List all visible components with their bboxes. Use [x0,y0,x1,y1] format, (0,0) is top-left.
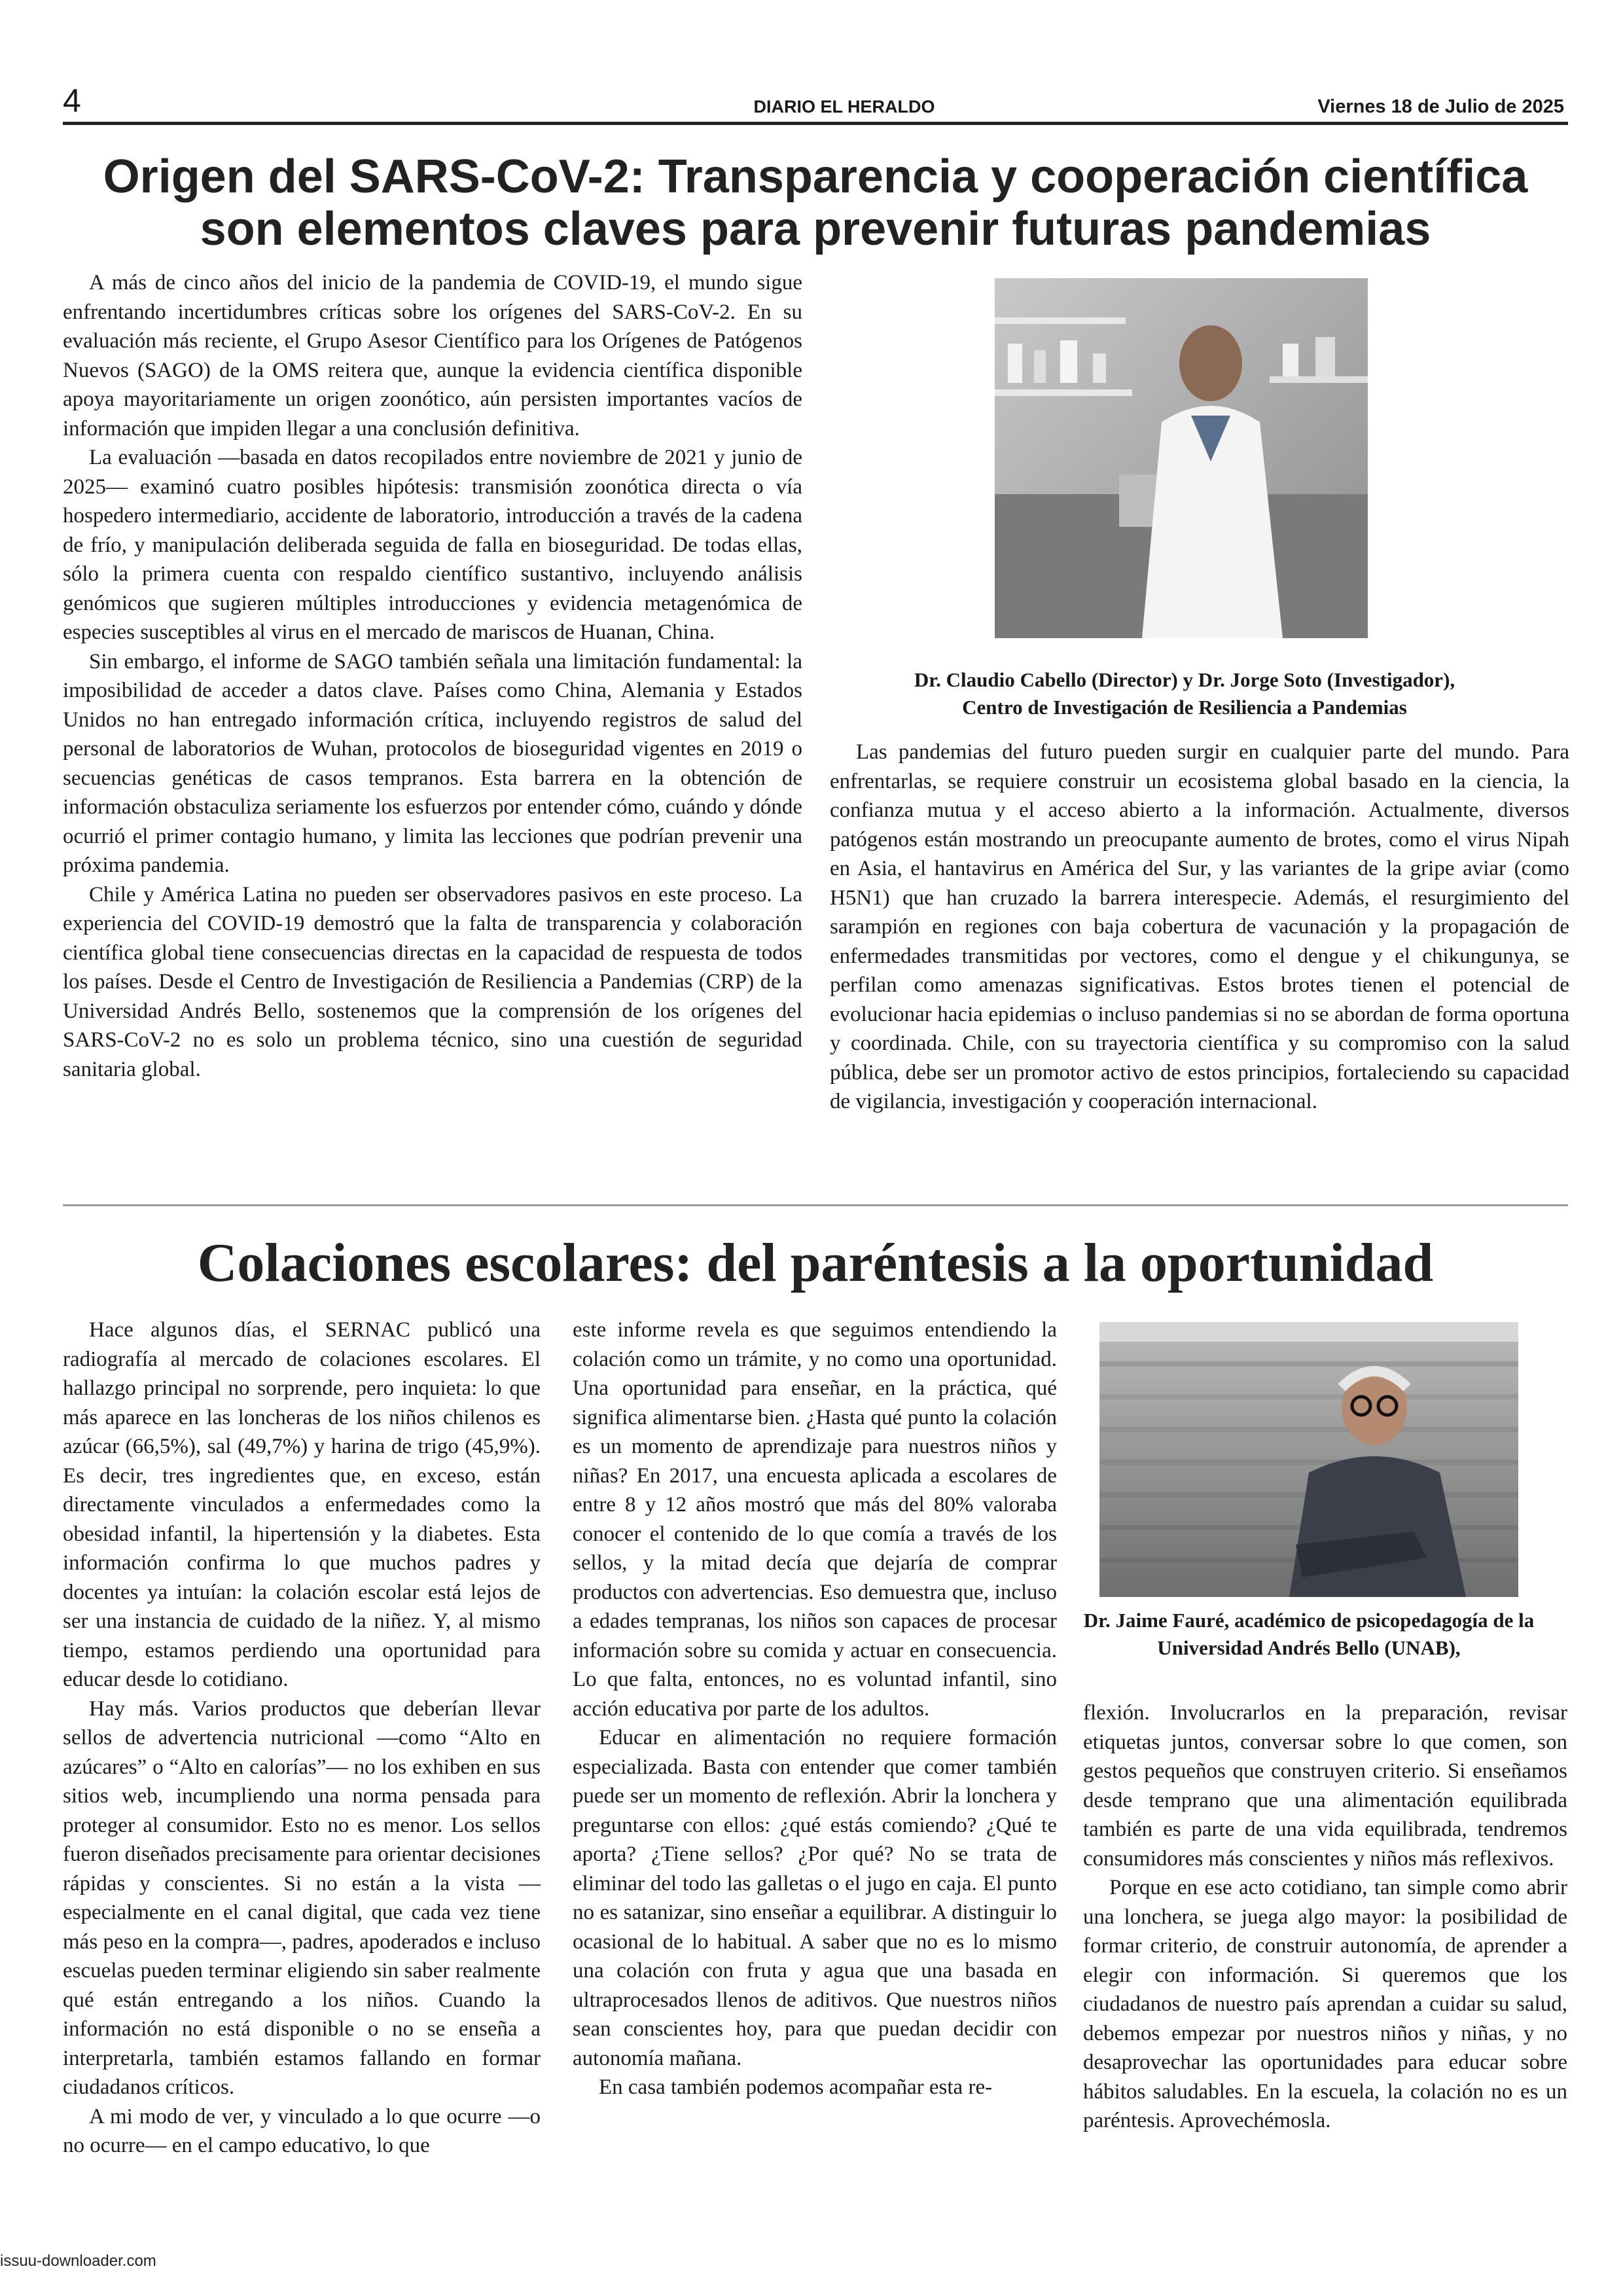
watermark-credit: issuu-downloader.com [0,2252,156,2270]
article1-paragraph: Sin embargo, el informe de SAGO también señala una limitación fundamental: la imposibilidad de acceder a datos clave. Países como China, Alemania y Estados Unidos no han entregado información crítica, incluyendo registros de salud del personal de laboratorios de Wuhan, protocolos de bioseguridad vigentes en 2019 o secuencias genéticas de casos tempranos. Esta barrera en la obtención de información obstaculiza seriamente los esfuerzos por entender cómo, cuándo y dónde ocurrió el primer contagio humano, y limita las lecciones que podrían prevenir una próxima pandemia. [63,649,802,877]
issue-date: Viernes 18 de Julio de 2025 [1317,96,1564,117]
section-divider [63,1204,1568,1206]
article1-paragraph: La evaluación —basada en datos recopilados entre noviembre de 2021 y junio de 2025— examinó cuatro posibles hipótesis: transmisión zoonótica directa o vía hospedero intermediario, accidente de laboratorio, introducción a través de la cadena de frío, y manipulación deliberada seguida de falla en bioseguridad. De todas ellas, sólo la primera cuenta con respaldo científico sustantivo, incluyendo análisis genómicos que sugieren múltiples introducciones y evidencia metagenómica de especies susceptibles al virus en el mercado de mariscos de Huanan, China. [63,446,802,644]
newspaper-name: DIARIO EL HERALDO [753,97,935,117]
laboratory-researcher-image [995,278,1368,638]
article2-paragraph: En casa también podemos acompañar esta re- [599,2075,993,2099]
article1-photo-caption [831,666,1538,721]
article2-photo-caption: Dr. Jaime Fauré, académico de psicopedagogía de la Universidad Andrés Bello (UNAB), [1083,1609,1535,1659]
researchers-photo [995,278,1368,638]
author-seated-on-steps-image [1099,1322,1518,1597]
caption-line: Centro de Investigación de Resiliencia a Pandemias [962,696,1407,719]
article2-paragraph: Educar en alimentación no requiere formación especializada. Basta con entender que comer también puede ser un momento de reflexión. Abrir la lonchera y preguntarse con ellos: ¿qué estás comiendo? ¿Qué te aporta? ¿Tiene sellos? ¿Por qué? No se trata de eliminar del todo las galletas o el jugo en caja. El punto no es satanizar, sino enseñar a equilibrar. A distinguir lo ocasional de lo habitual. A saber que no es lo mismo una colación con fruta y agua que una basada en ultraprocesados llenos de aditivos. Que nuestros niños sean conscientes hoy, para que puedan decidir con autonomía mañana. [573,1726,1057,2070]
article2-headline: Colaciones escolares: del paréntesis a la oportunidad [197,1232,1434,1293]
article2-paragraph: flexión. Involucrarlos en la preparación, revisar etiquetas juntos, conversar sobre lo que comen, son gestos pequeños que construyen criterio. Si enseñamos desde temprano que una alimentación equilibrada también es parte de una vida equilibrada, tendremos consumidores más conscientes y niños más reflexivos. [1083,1701,1567,1871]
caption-line: Dr. Claudio Cabello (Director) y Dr. Jorge Soto (Investigador), [914,668,1455,691]
article2-paragraph: Hay más. Varios productos que deberían llevar sellos de advertencia nutricional —como “Alto en azúcares” o “Alto en calorías”— no los exhiben en sus sitios web, incumpliendo una norma pensada para proteger al consumidor. Esto no es menor. Los sellos fueron diseñados precisamente para orientar decisiones rápidas y conscientes. Si no están a la vista —especialmente en el canal digital, que cada vez tiene más peso en la compra—, padres, apoderados e incluso escuelas pueden terminar eligiendo sin saber realmente qué están entregando a los niños. Cuando la información no está disponible o no se enseña a interpretarla, también estamos fallando en formar ciudadanos críticos. [63,1696,541,2099]
article1-paragraph: Chile y América Latina no pueden ser observadores pasivos en este proceso. La experiencia del COVID-19 demostró que la falta de transparencia y colaboración científica global tiene consecuencias directas en la capacidad de respuesta de todos los países. Desde el Centro de Investigación de Resiliencia a Pandemias (CRP) de la Universidad Andrés Bello, sostenemos que la comprensión de los orígenes del SARS-CoV-2 no es solo un problema técnico, sino una cuestión de seguridad sanitaria global. [63,882,802,1081]
article1-headline: Origen del SARS-CoV-2: Transparencia y cooperación científica son elementos claves para prevenir futuras pandemias [103,151,1528,255]
article2-paragraph: Porque en ese acto cotidiano, tan simple como abrir una lonchera, se juega algo mayor: la posibilidad de formar criterio, de construir autonomía, de aprender a elegir con información. Si queremos que los ciudadanos de nuestro país aprendan a cuidar su salud, debemos empezar por nuestros niños y niñas, y no desaprovechar las oportunidades para educar sobre hábitos saludables. En la escuela, la colación no es un paréntesis. Aprovechémosla. [1083,1876,1567,2132]
article2-column-3 [1083,1698,1567,2136]
article1-paragraph: Las pandemias del futuro pueden surgir en cualquier parte del mundo. Para enfrentarlas, se requiere construir un ecosistema global basado en la ciencia, la confianza mutua y el acceso abierto a la información. Actualmente, diversos patógenos están mostrando un preocupante aumento de brotes, como el virus Nipah en Asia, el hantavirus en América del Sur, y las variantes de la gripe aviar (como H5N1) que han cruzado la barrera interespecie. Además, el resurgimiento del sarampión en regiones con baja cobertura de vacunación y la propagación de enfermedades transmitidas por vectores, como el dengue y el chikungunya, se perfilan como amenazas significativas. Estos brotes tienen el potencial de evolucionar hacia epidemias o incluso pandemias si no se abordan de forma oportuna y coordinada. Chile, con su trayectoria científica y su compromiso con la salud pública, debe ser un promotor activo de estos principios, fortaleciendo su capacidad de vigilancia, investigación y cooperación internacional. [830,740,1569,1113]
header-rule [63,122,1568,125]
article1-left-column [63,268,802,1084]
article2-column-1 [63,1316,541,2161]
article2-column-2 [573,1316,1057,2102]
article2-paragraph: A mi modo de ver, y vinculado a lo que ocurre —o no ocurre— en el campo educativo, lo que [63,2104,541,2157]
author-photo [1099,1322,1518,1597]
article1-paragraph: A más de cinco años del inicio de la pandemia de COVID-19, el mundo sigue enfrentando incertidumbres críticas sobre los orígenes del SARS-CoV-2. En su evaluación más reciente, el Grupo Asesor Científico para los Orígenes de Patógenos Nuevos (SAGO) de la OMS reitera que, aunque la evidencia científica disponible apoya mayoritariamente un origen zoonótico, aún persisten importantes vacíos de información que impiden llegar a una conclusión definitiva. [63,271,802,440]
article1-right-column [830,738,1569,1117]
page-number: 4 [63,82,81,119]
article2-paragraph: este informe revela es que seguimos entendiendo la colación como un trámite, y no como una oportunidad. Una oportunidad para enseñar, en la práctica, qué significa alimentarse bien. ¿Hasta qué punto la colación es un momento de aprendizaje para nuestros niños y niñas? En 2017, una encuesta aplicada a escolares de entre 8 y 12 años mostró que más del 80% valoraba conocer el contenido de lo que comía a través de los sellos, y la mitad decía que dejaría de comprar productos con advertencias. Eso demuestra que, incluso a edades tempranas, los niños son capaces de procesar información sobre su comida y actuar en consecuencia. Lo que falta, entonces, no es voluntad infantil, sino acción educativa por parte de los adultos. [573,1318,1057,1721]
article2-paragraph: Hace algunos días, el SERNAC publicó una radiografía al mercado de colaciones escolares. El hallazgo principal no sorprende, pero inquieta: lo que más aparece en las loncheras de los niños chilenos es azúcar (66,5%), sal (49,7%) y harina de trigo (45,9%). Es decir, tres ingredientes que, en exceso, están directamente vinculados a enfermedades como la obesidad infantil, la hipertensión y la diabetes. Esta información confirma lo que muchos padres y docentes ya intuían: la colación escolar está lejos de ser una instancia de cuidado de la niñez. Y, al mismo tiempo, estamos perdiendo una oportunidad para educar desde lo cotidiano. [63,1318,541,1691]
